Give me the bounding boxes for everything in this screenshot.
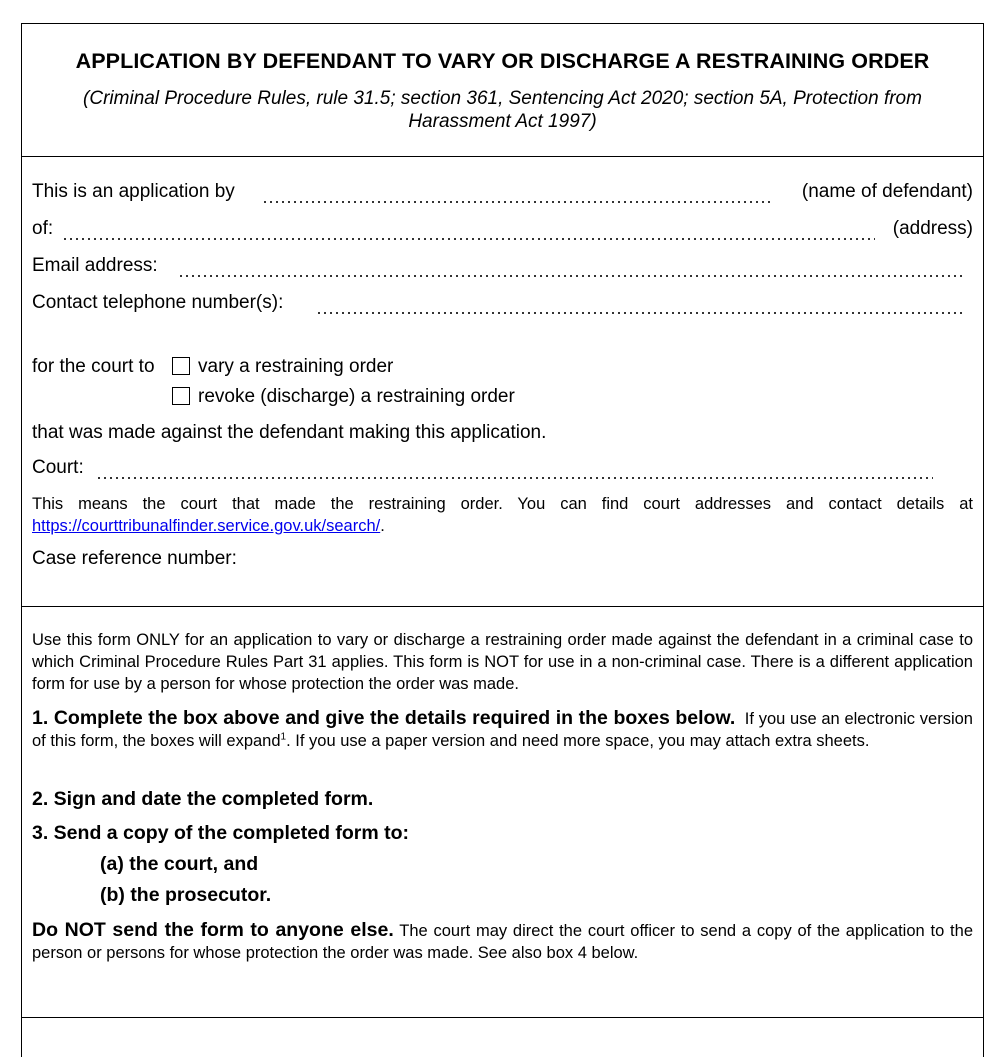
defendant-name-label: This is an application by <box>32 181 239 202</box>
case-ref-label: Case reference number: <box>32 548 237 569</box>
defendant-name-field[interactable] <box>32 181 973 207</box>
instructions-box <box>21 606 984 1018</box>
form-subtitle: (Criminal Procedure Rules, rule 31.5; section 361, Sentencing Act 2020; section 5A, Protection from Harassment Act 1997) <box>83 88 922 132</box>
court-note <box>32 493 973 537</box>
court-to-label: for the court to <box>32 356 155 377</box>
revoke-option[interactable] <box>172 386 515 408</box>
address-field[interactable] <box>32 218 973 244</box>
made-against-text: that was made against the defendant making this application. <box>32 422 547 443</box>
email-label: Email address: <box>32 255 162 276</box>
step-1 <box>32 707 973 752</box>
step-1-title: 1. Complete the box above and give the details required in the boxes below. <box>32 707 736 729</box>
step-2: 2. Sign and date the completed form. <box>32 788 374 810</box>
court-label: Court: <box>32 457 88 478</box>
court-note-text: This means the court that made the restraining order. You can find court addresses and contact details at <box>32 495 973 513</box>
form-header-box <box>21 23 984 157</box>
revoke-option-label: revoke (discharge) a restraining order <box>198 386 515 407</box>
phone-label: Contact telephone number(s): <box>32 292 287 313</box>
application-details-box <box>21 156 984 607</box>
vary-option-label: vary a restraining order <box>198 356 394 377</box>
step-3: 3. Send a copy of the completed form to: <box>32 822 410 844</box>
footnote-ref: 1 <box>280 731 287 743</box>
instructions-intro: Use this form ONLY for an application to vary or discharge a restraining order made against the defendant in a criminal case to which Criminal Procedure Rules Part 31 applies. This form is NOT for use in a non-criminal case. There is a different application form for use by a person for whose protection the order was made. <box>32 631 973 693</box>
vary-option[interactable] <box>172 356 393 378</box>
vary-checkbox[interactable] <box>172 357 190 375</box>
step-1-text-a: If you use an electronic version of this form, the boxes will expand <box>32 710 973 750</box>
phone-field[interactable] <box>32 292 973 318</box>
next-section-box <box>21 1017 984 1057</box>
revoke-checkbox[interactable] <box>172 387 190 405</box>
address-suffix: (address) <box>889 218 973 240</box>
court-finder-link[interactable]: https://courttribunalfinder.service.gov.uk/search/ <box>32 517 381 535</box>
address-label: of: <box>32 218 57 239</box>
court-note-end: . <box>380 517 385 535</box>
defendant-name-suffix: (name of defendant) <box>798 181 973 203</box>
court-field[interactable] <box>32 457 933 483</box>
form-title: APPLICATION BY DEFENDANT TO VARY OR DISCHARGE A RESTRAINING ORDER <box>75 49 930 73</box>
step-3b: (b) the prosecutor. <box>100 884 272 906</box>
email-field[interactable] <box>32 255 973 281</box>
step-1-text-b: . If you use a paper version and need more space, you may attach extra sheets. <box>286 732 870 750</box>
warning-paragraph <box>32 919 973 964</box>
warning-text: The court may direct the court officer to send a copy of the application to the person or persons for whose protection the order was made. See also box 4 below. <box>32 922 973 962</box>
step-3a: (a) the court, and <box>100 853 259 875</box>
warning-bold: Do NOT send the form to anyone else. <box>32 919 394 941</box>
